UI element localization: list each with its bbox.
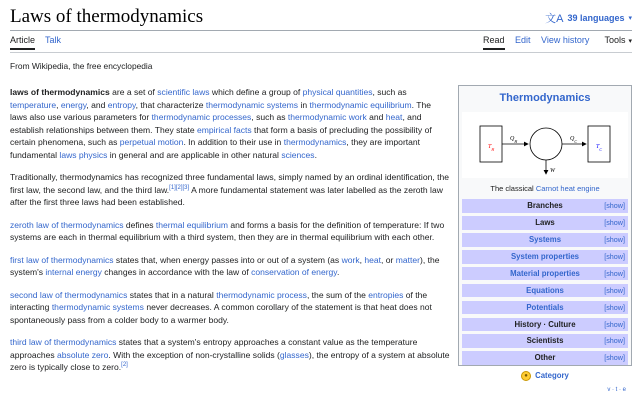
infobox-row-system-properties[interactable] xyxy=(462,250,628,264)
text-run: , the sum of the xyxy=(306,289,369,300)
tabs-divider xyxy=(10,52,632,53)
infobox-row-label: Scientists xyxy=(526,336,564,346)
article-link[interactable]: first law of thermodynamics xyxy=(10,254,114,265)
infobox-row-label[interactable]: Potentials xyxy=(526,302,564,312)
article-link[interactable]: empirical facts xyxy=(197,124,252,135)
hot-label: $T_H$ xyxy=(488,144,495,152)
text-run: , and establish relationships between them. They state xyxy=(10,112,422,135)
text-run: that form a basis of precluding the possibility of certain phenomena, such as xyxy=(10,124,432,147)
article-link[interactable]: thermodynamic equilibrium xyxy=(309,99,412,110)
caption-prefix: The classical xyxy=(490,184,536,193)
paragraph-first-law xyxy=(10,254,450,279)
infobox-row-systems[interactable] xyxy=(462,233,628,247)
show-toggle-button[interactable]: [show] xyxy=(604,353,625,363)
text-run: changes in accordance with the law of xyxy=(101,267,252,277)
text-run: , and xyxy=(86,99,108,110)
text-run: . xyxy=(314,149,317,160)
show-toggle-button[interactable]: [show] xyxy=(604,319,625,329)
title-divider xyxy=(10,30,632,31)
infobox-row-label: Laws xyxy=(535,218,555,228)
citation-ref[interactable]: [1][2][3] xyxy=(169,184,190,191)
article-link[interactable]: thermodynamic systems xyxy=(205,99,299,110)
page-header xyxy=(10,4,632,30)
caption-link-carnot[interactable]: Carnot heat engine xyxy=(535,184,600,193)
infobox-row-branches[interactable] xyxy=(462,199,628,213)
chevron-down-icon: ▾ xyxy=(628,15,632,22)
tab-read[interactable]: Read xyxy=(483,35,505,50)
text-run: . xyxy=(336,267,340,277)
article-link[interactable]: second law of thermodynamics xyxy=(10,289,128,300)
show-toggle-button[interactable]: [show] xyxy=(604,251,625,261)
article-link[interactable]: thermodynamic processes xyxy=(151,112,252,122)
category-icon: ● xyxy=(521,371,531,381)
translate-icon: 文A xyxy=(545,13,564,25)
article-link[interactable]: thermal equilibrium xyxy=(155,219,229,230)
article-link[interactable]: thermodynamic systems xyxy=(51,302,144,312)
show-toggle-button[interactable]: [show] xyxy=(604,336,625,346)
text-run: A more fundamental statement was later labelled as the zeroth law after the first three laws had been established. xyxy=(10,184,443,207)
engine-circle xyxy=(530,128,562,160)
carnot-engine-diagram[interactable] xyxy=(462,112,628,178)
page-tabs xyxy=(10,35,632,51)
page-title: Laws of thermodynamics xyxy=(10,6,204,27)
article-link[interactable]: perpetual motion xyxy=(119,137,184,147)
article-link[interactable]: zeroth law of thermodynamics xyxy=(10,219,124,230)
article-link[interactable]: internal energy xyxy=(45,267,102,277)
paragraph-second-law xyxy=(10,289,450,327)
infobox-row-label: History · Culture xyxy=(514,319,576,329)
text-run: never decreases. A common corollary of the statement is that heat does not spontaneously pass from a colder body to a warmer body. xyxy=(10,302,432,325)
languages-label: 39 languages xyxy=(567,13,625,23)
show-toggle-button[interactable]: [show] xyxy=(604,218,625,228)
article-link[interactable]: thermodynamics xyxy=(283,137,347,147)
text-run: Traditionally, thermodynamics has recognized three fundamental laws, simply named by an ordinal identification, the first law, the second law, and the third law. xyxy=(10,172,449,195)
qc-label: $Q_C$ xyxy=(570,136,578,144)
vte-links[interactable]: v · t · e xyxy=(607,386,626,393)
infobox-caption xyxy=(462,184,628,196)
text-run: are a set of xyxy=(109,87,158,97)
infobox-thermodynamics xyxy=(458,85,632,393)
cold-label: $T_C$ xyxy=(596,144,603,152)
infobox-row-scientists[interactable] xyxy=(462,334,628,348)
article-link[interactable]: physics xyxy=(78,149,108,160)
show-toggle-button[interactable]: [show] xyxy=(604,235,625,245)
text-run: , such as xyxy=(372,87,407,97)
article-link[interactable]: laws xyxy=(59,149,77,160)
article-link[interactable]: sciences xyxy=(281,149,315,160)
infobox-row-label: Branches xyxy=(527,201,563,211)
show-toggle-button[interactable]: [show] xyxy=(604,285,625,295)
show-toggle-button[interactable]: [show] xyxy=(604,302,625,312)
article-link[interactable]: entropies xyxy=(368,289,404,300)
work-label: W xyxy=(550,168,555,174)
infobox-row-material-properties[interactable] xyxy=(462,267,628,281)
text-run: and xyxy=(366,112,386,122)
show-toggle-button[interactable]: [show] xyxy=(604,201,625,211)
infobox-row-label[interactable]: System properties xyxy=(510,251,580,261)
paragraph-third-law xyxy=(10,336,450,374)
infobox-row-potentials[interactable] xyxy=(462,301,628,315)
article-link[interactable]: matter xyxy=(395,254,420,265)
text-run: . The laws also use various parameters for xyxy=(10,99,431,122)
text-run: ), the entropy of a system at absolute zero is typically close to zero. xyxy=(10,349,450,372)
text-run: , xyxy=(56,99,61,110)
infobox-row-label[interactable]: Systems xyxy=(528,235,562,245)
text-run: ), the system's xyxy=(10,254,440,277)
article-link[interactable]: work xyxy=(341,254,360,265)
infobox-row-label: Other xyxy=(534,353,556,363)
article-link[interactable]: heat xyxy=(385,112,403,122)
text-run: and forms a basis for the definition of temperature: If two systems are each in thermal equilibrium with a third system, then they are in thermal equilibrium with each other. xyxy=(10,219,445,242)
qh-label: $Q_H$ xyxy=(510,136,518,144)
text-run: of the interacting xyxy=(10,289,428,312)
site-tagline: From Wikipedia, the free encyclopedia xyxy=(10,61,153,71)
text-run: , or xyxy=(381,254,396,265)
article-link[interactable]: glasses xyxy=(279,349,309,360)
citation-ref[interactable]: [2] xyxy=(121,362,128,369)
infobox-row-laws[interactable] xyxy=(462,216,628,230)
tab-view-history[interactable]: View history xyxy=(541,35,590,45)
article-link[interactable]: thermodynamic work xyxy=(287,112,367,122)
languages-button[interactable] xyxy=(545,10,632,26)
text-run: states that in a natural xyxy=(127,289,217,300)
article-link[interactable]: entropy xyxy=(107,99,136,110)
text-run: . With the exception of non-crystalline solids ( xyxy=(108,349,280,360)
article-link[interactable]: physical quantities xyxy=(302,87,373,97)
tab-article[interactable]: Article xyxy=(10,35,35,50)
category-label: Category xyxy=(535,371,569,381)
paragraph-intro xyxy=(10,86,450,161)
article-link[interactable]: scientific laws xyxy=(157,87,210,97)
tab-edit[interactable]: Edit xyxy=(515,35,531,45)
paragraph-traditional-laws xyxy=(10,171,450,209)
text-run: in xyxy=(298,99,310,110)
paragraph-zeroth-law xyxy=(10,219,450,244)
article-link[interactable]: temperature xyxy=(10,99,57,110)
text-run: , xyxy=(359,254,365,265)
tab-talk[interactable]: Talk xyxy=(45,35,62,45)
text-run: , that characterize xyxy=(135,99,206,110)
text-run: in general and are applicable in other natural xyxy=(107,149,282,160)
tools-label: Tools xyxy=(604,35,626,45)
bold-term: laws of thermodynamics xyxy=(10,87,110,97)
infobox-row-history-culture[interactable] xyxy=(462,318,628,332)
show-toggle-button[interactable]: [show] xyxy=(604,268,625,278)
text-run: states that a system's entropy approaches a constant value as the temperature approaches xyxy=(10,337,418,360)
article-body xyxy=(10,86,450,384)
text-run: defines xyxy=(123,219,156,230)
text-run: , such as xyxy=(251,112,288,122)
infobox-category-link[interactable] xyxy=(462,370,628,382)
article-link[interactable]: absolute zero xyxy=(57,349,109,360)
infobox-row-other[interactable] xyxy=(462,351,628,365)
carnot-diagram-svg xyxy=(462,112,628,178)
article-link[interactable]: thermodynamic process xyxy=(216,289,307,300)
infobox-row-label[interactable]: Material properties xyxy=(510,268,580,278)
text-run: which define a group of xyxy=(209,87,303,97)
infobox-row-label[interactable]: Equations xyxy=(526,285,564,295)
article-link[interactable]: conservation of energy xyxy=(251,267,337,277)
tools-menu-button[interactable] xyxy=(604,35,632,45)
infobox-row-equations[interactable] xyxy=(462,284,628,298)
chevron-down-icon: ▾ xyxy=(628,38,632,45)
text-run: states that, when energy passes into or out of a system (as xyxy=(113,254,342,265)
text-run: . In addition to their use in xyxy=(183,137,284,147)
infobox-sections xyxy=(462,199,628,365)
article-link[interactable]: third law of thermodynamics xyxy=(10,337,117,347)
text-run: , they are important fundamental xyxy=(10,137,421,160)
infobox-title[interactable]: Thermodynamics xyxy=(499,92,591,104)
article-link[interactable]: energy xyxy=(60,99,87,110)
article-link[interactable]: heat xyxy=(364,254,382,265)
